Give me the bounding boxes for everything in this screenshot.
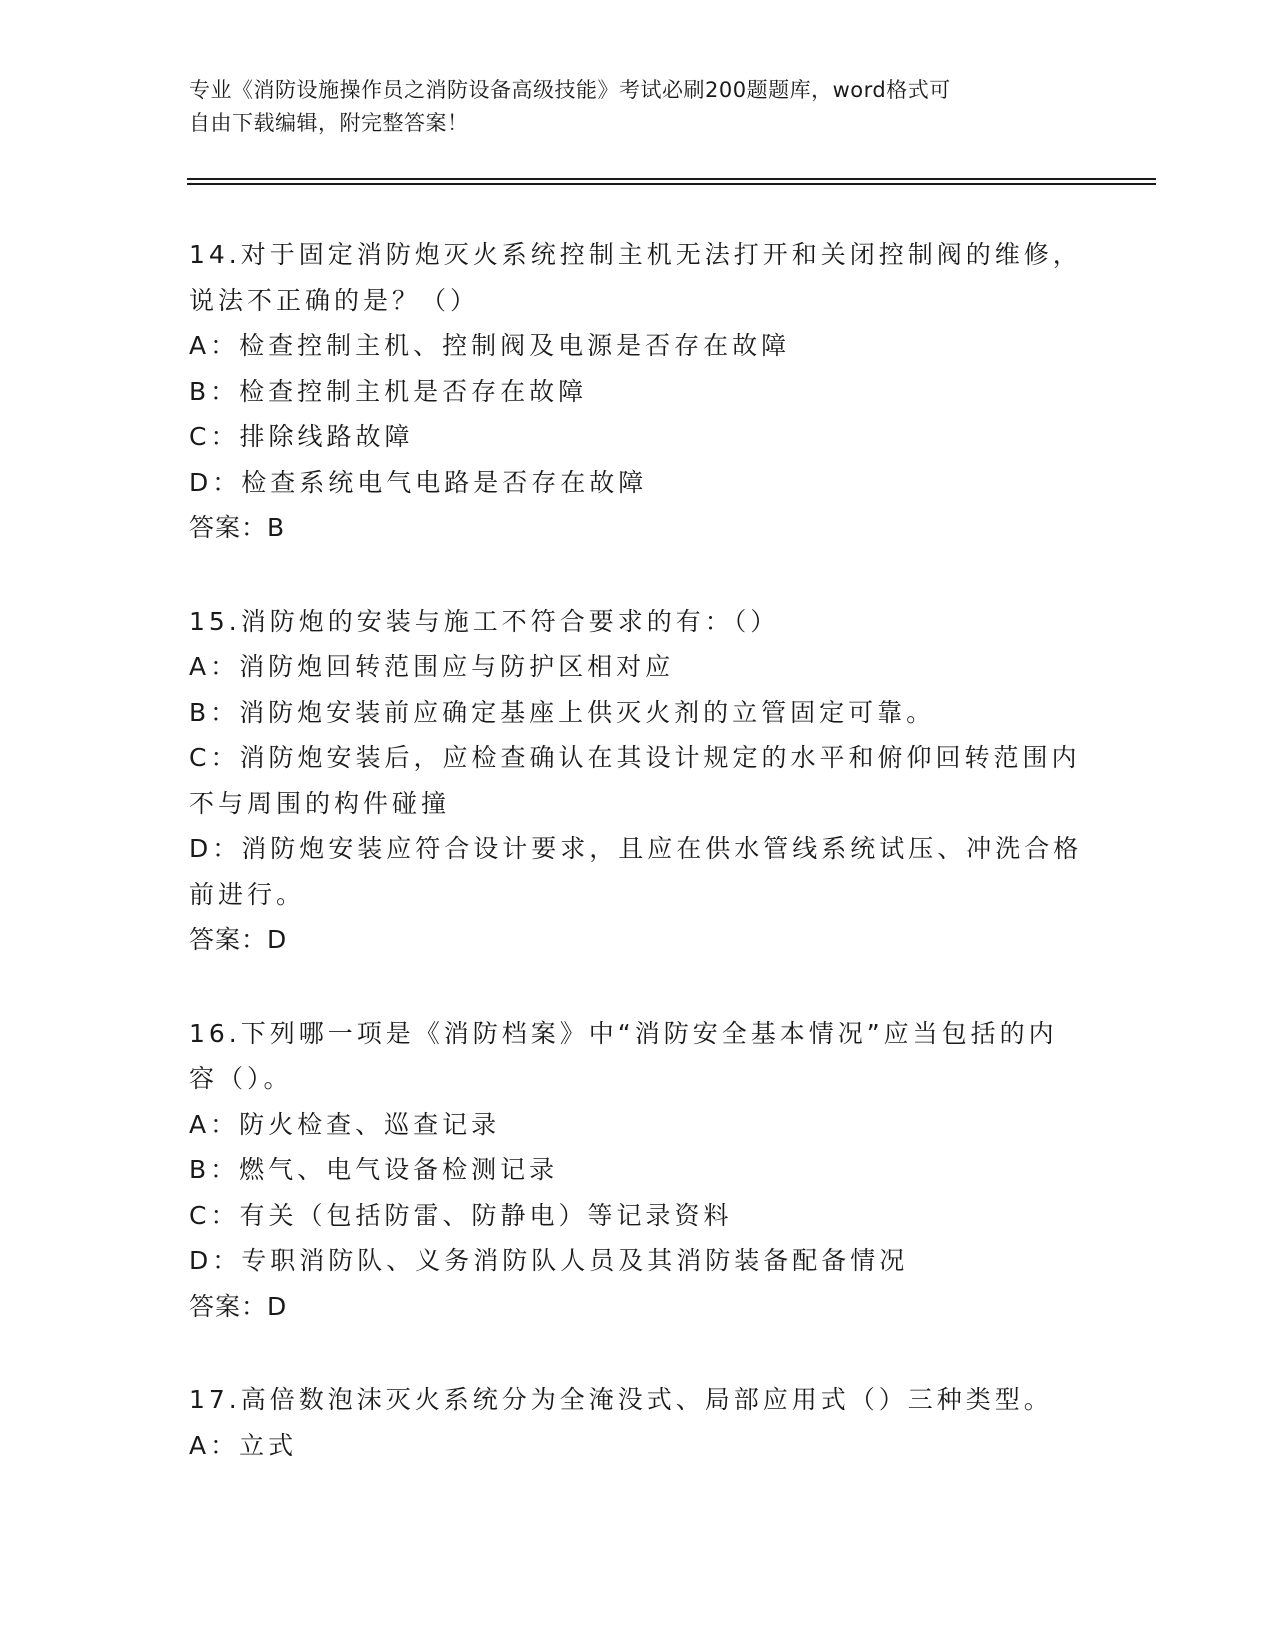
option-line: A：防火检查、巡查记录 xyxy=(189,1109,501,1139)
option-line: A：检查控制主机、控制阀及电源是否存在故障 xyxy=(189,331,791,360)
question-stem-line: 15.消防炮的安装与施工不符合要求的有：（） xyxy=(189,606,780,636)
question-list xyxy=(189,232,1089,1516)
header-divider xyxy=(187,178,1156,185)
question-block xyxy=(189,232,1089,551)
answer-line: 答案：D xyxy=(189,1291,288,1321)
answer-line: 答案：B xyxy=(189,513,286,542)
option-line: 前进行。 xyxy=(189,879,306,909)
option-line: D：检查系统电气电路是否存在故障 xyxy=(189,467,648,497)
option-line: B：检查控制主机是否存在故障 xyxy=(189,376,588,406)
option-line: C：排除线路故障 xyxy=(189,422,414,451)
question-stem-line: 17.高倍数泡沫灭火系统分为全淹没式、局部应用式（）三种类型。 xyxy=(189,1385,1053,1414)
option-line: B：消防炮安装前应确定基座上供灭火剂的立管固定可靠。 xyxy=(189,697,936,727)
question-stem-line: 14.对于固定消防炮灭火系统控制主机无法打开和关闭控制阀的维修， xyxy=(189,240,1082,269)
option-line: C：有关（包括防雷、防静电）等记录资料 xyxy=(189,1200,733,1230)
option-line: B：燃气、电气设备检测记录 xyxy=(189,1155,559,1184)
option-line: A：立式 xyxy=(189,1430,298,1460)
document-header xyxy=(189,74,1089,140)
option-line: C：消防炮安装后，应检查确认在其设计规定的水平和俯仰回转范围内 xyxy=(189,743,1081,772)
option-line: A：消防炮回转范围应与防护区相对应 xyxy=(189,652,675,681)
question-stem-line: 说法不正确的是？（） xyxy=(189,285,480,315)
option-line: D：消防炮安装应符合设计要求，且应在供水管线系统试压、冲洗合格 xyxy=(189,834,1083,863)
answer-line: 答案：D xyxy=(189,925,288,954)
header-line-2: 自由下载编辑，附完整答案！ xyxy=(189,111,469,135)
option-line: D：专职消防队、义务消防队人员及其消防装备配备情况 xyxy=(189,1246,909,1275)
header-line-1: 专业《消防设施操作员之消防设备高级技能》考试必刷200题题库，word格式可 xyxy=(189,78,951,102)
option-line: 不与周围的构件碰撞 xyxy=(189,788,451,818)
question-block xyxy=(189,599,1089,963)
question-block xyxy=(189,1011,1089,1330)
question-block xyxy=(189,1377,1089,1468)
question-stem-line: 16.下列哪一项是《消防档案》中“消防安全基本情况”应当包括的内 xyxy=(189,1018,1058,1048)
question-stem-line: 容（）。 xyxy=(189,1064,293,1093)
